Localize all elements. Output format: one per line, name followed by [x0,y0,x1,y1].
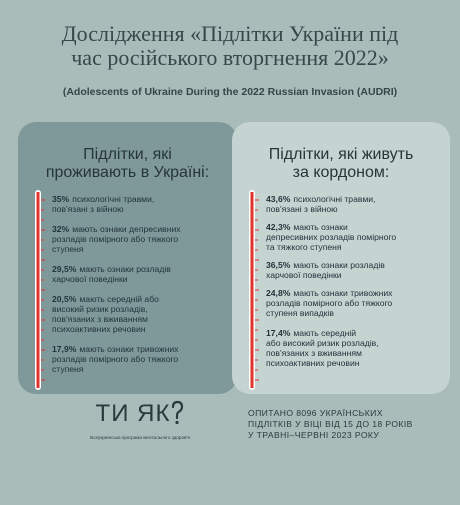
thermometer-scale [246,190,262,500]
stat-percent: 35% [52,194,70,204]
survey-info-line: У ТРАВНІ–ЧЕРВНІ 2023 РОКУ [248,430,380,440]
stat-text: мають ознаки розладів [293,260,385,270]
stat-percent: 17,9% [52,344,77,354]
page-subtitle: (Adolescents of Ukraine During the 2022 Russian Invasion (AUDRI) [62,86,398,98]
panel-title-line-1: Підлітки, які [83,146,172,163]
thermometer-icon [246,190,262,500]
stat-text: високий ризик розладів, [52,304,148,314]
stat-text: розладів помірного або тяжкого [52,354,179,364]
survey-info-line: ПІДЛІТКІВ У ВІЦІ ВІД 15 ДО 18 РОКІВ [248,419,413,429]
stat-percent: 42,3% [266,222,291,232]
list-item [266,260,442,280]
stat-text: психологічні травми, [72,194,155,204]
stat-text: депресивних розладів помірного [266,232,397,242]
question-mark-icon [170,400,184,433]
stat-text: психологічні травми, [293,194,376,204]
title-line-2: час російського вторгнення 2022» [71,45,389,70]
thermometer-scale [32,190,48,500]
stat-text: мають середній або [79,294,159,304]
list-item [266,222,442,252]
list-item [266,194,442,214]
logo-caption: Всеукраїнська програма ментального здоров'я [90,435,190,440]
survey-info-line: ОПИТАНО 8096 УКРАЇНСЬКИХ [248,408,383,418]
page-title [0,22,460,70]
list-item [52,294,228,334]
stat-text: мають ознаки розладів [79,264,171,274]
stat-text: ступеня [52,364,84,374]
stat-text: мають ознаки тривожних [293,288,393,298]
logo [60,400,220,440]
list-item [52,224,228,254]
stat-text: психоактивних речовин [52,324,146,334]
list-item [52,194,228,214]
panel-title-line-2: за кордоном: [292,164,390,181]
panel-title-in-ukraine [18,146,237,182]
panel-title-line-1: Підлітки, які живуть [268,146,414,163]
stat-text: ступеня випадків [266,308,334,318]
thermometer-icon [32,190,48,500]
stat-text: психоактивних речовин [266,358,360,368]
stat-text: або високий ризик розладів, [266,338,379,348]
logo-wordmark [60,400,220,433]
stat-text: розладів помірного або тяжкого [52,234,179,244]
stat-percent: 36,5% [266,260,291,270]
stat-text: мають середній [293,328,357,338]
stat-text: харчової поведінки [266,270,342,280]
panel-in-ukraine [18,122,237,394]
panel-title-line-2: проживають в Україні: [45,164,210,181]
list-item [52,264,228,284]
stat-percent: 32% [52,224,70,234]
stat-text: пов'язані з війною [52,204,124,214]
panel-title-abroad [232,146,450,182]
stat-percent: 17,4% [266,328,291,338]
list-item [52,344,228,374]
panel-abroad [232,122,450,394]
title-line-1: Дослідження «Підлітки України під [61,21,399,46]
stat-text: та тяжкого ступеня [266,242,342,252]
stat-text: розладів помірного або тяжкого [266,298,393,308]
stat-percent: 20,5% [52,294,77,304]
stat-text: пов'язаних з вживанням [266,348,362,358]
stat-text: мають ознаки депресивних [72,224,181,234]
stat-text: мають ознаки [293,222,348,232]
stat-text: пов'язані з війною [266,204,338,214]
stat-text: пов'язаних з вживанням [52,314,148,324]
stat-percent: 24,8% [266,288,291,298]
survey-info [248,408,428,441]
stat-text: мають ознаки тривожних [79,344,179,354]
list-item [266,288,442,318]
stat-percent: 43,6% [266,194,291,204]
stat-percent: 29,5% [52,264,77,274]
stat-text: ступеня [52,244,84,254]
logo-text: ТИ ЯК [95,400,171,427]
list-item [266,328,442,368]
stat-text: харчової поведінки [52,274,128,284]
